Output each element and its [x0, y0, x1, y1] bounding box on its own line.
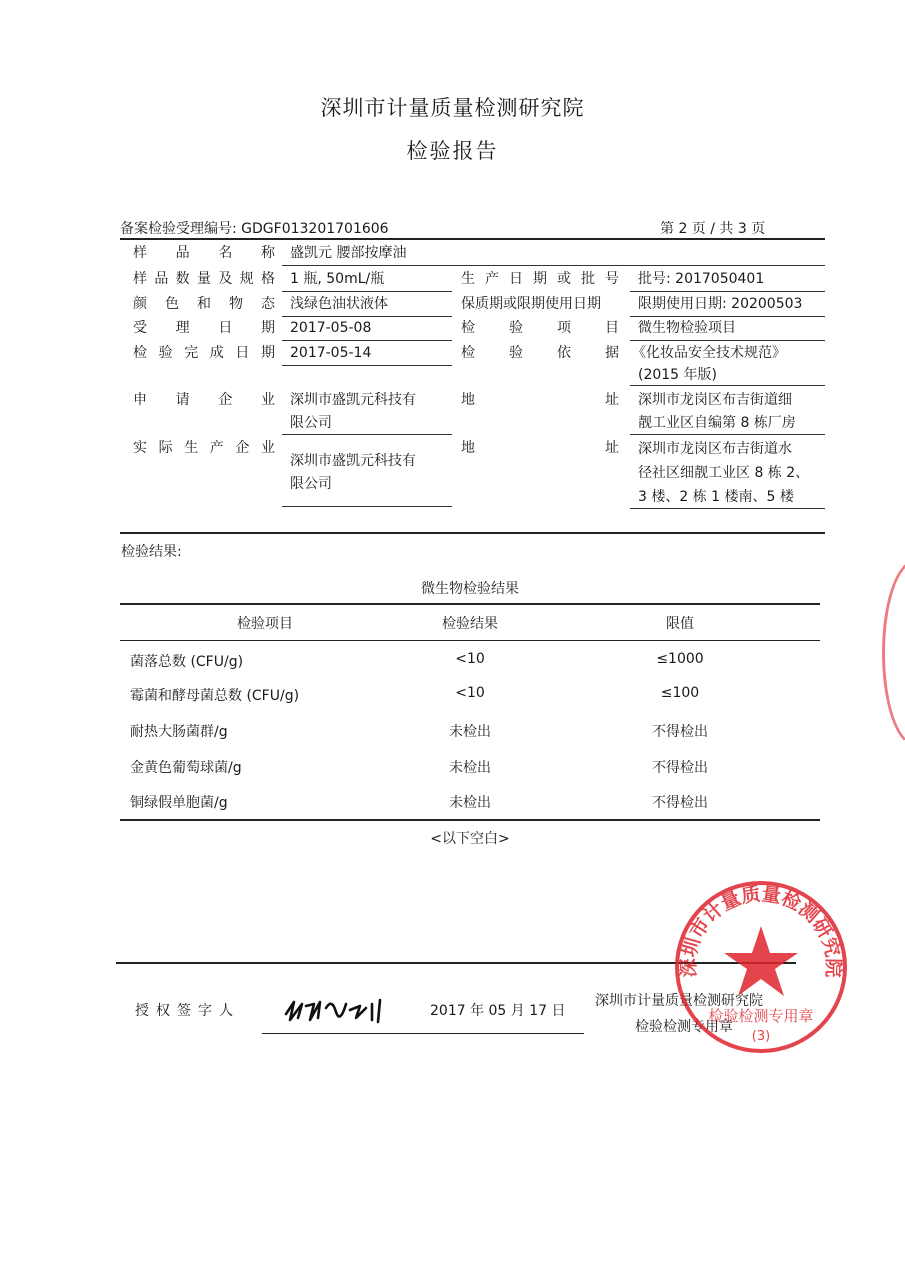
basis-line1: 《化妆品安全技术规范》	[632, 345, 786, 361]
quantity-value: 1 瓶, 50mL/瓶	[290, 271, 385, 287]
divider	[282, 265, 825, 266]
manufacturer-line1: 深圳市盛凯元科技有	[290, 453, 416, 469]
column-header-limit: 限值	[666, 616, 694, 632]
table-row-item: 金黄色葡萄球菌/g	[130, 760, 242, 776]
address-line2: 靓工业区自编第 8 栋厂房	[638, 415, 796, 431]
signature-line	[262, 1033, 584, 1034]
column-header-item: 检验项目	[237, 616, 293, 632]
divider	[630, 434, 825, 435]
table-row-limit: 不得检出	[652, 724, 708, 740]
manufacturer-line2: 限公司	[290, 476, 332, 492]
blank-note: <以下空白>	[430, 831, 510, 847]
table-row-item: 耐热大肠菌群/g	[130, 724, 228, 740]
basis-label: 检 验 依 据	[461, 345, 619, 361]
appearance-value: 浅绿色油状液体	[290, 296, 388, 312]
svg-text:深圳市计量质量检测研究院: 深圳市计量质量检测研究院	[677, 883, 845, 978]
page-info: 第 2 页 / 共 3 页	[660, 221, 766, 237]
sample-name-value: 盛凯元 腰部按摩油	[290, 245, 407, 261]
completed-label: 检 验 完 成 日 期	[133, 345, 275, 361]
manufacturer-label: 实 际 生 产 企 业	[133, 440, 275, 456]
item-value: 微生物检验项目	[638, 320, 736, 336]
received-label: 受 理 日 期	[133, 320, 275, 336]
address-line1: 深圳市龙岗区布吉街道细	[638, 392, 792, 408]
table-top-rule	[120, 603, 820, 605]
institute-title: 深圳市计量质量检测研究院	[320, 96, 585, 120]
table-row-item: 铜绿假单胞菌/g	[130, 795, 228, 811]
address-label: 地 址	[461, 392, 619, 408]
mfr-address-line1: 深圳市龙岗区布吉街道水	[638, 441, 792, 457]
table-row-limit: ≤100	[660, 685, 700, 701]
sign-date: 2017 年 05 月 17 日	[430, 1003, 566, 1019]
partial-seal-edge	[882, 560, 905, 740]
applicant-line2: 限公司	[290, 415, 332, 431]
report-title: 检验报告	[406, 139, 499, 163]
divider	[282, 365, 452, 366]
table-row-result: 未检出	[449, 795, 491, 811]
divider	[630, 385, 825, 386]
appearance-label: 颜 色 和 物 态	[133, 296, 275, 312]
applicant-line1: 深圳市盛凯元科技有	[290, 392, 416, 408]
table-row-limit: 不得检出	[652, 760, 708, 776]
shelf-label: 保质期或限期使用日期	[461, 296, 601, 312]
sample-name-label: 样 品 名 称	[133, 245, 275, 261]
quantity-label: 样 品 数 量 及 规 格	[133, 271, 275, 287]
signatory-label: 授权签字人	[135, 1003, 240, 1019]
table-row-result: 未检出	[449, 724, 491, 740]
applicant-label: 申 请 企 业	[133, 392, 275, 408]
divider	[282, 434, 452, 435]
table-row-result: 未检出	[449, 760, 491, 776]
table-row-item: 霉菌和酵母菌总数 (CFU/g)	[130, 688, 300, 704]
mfr-address-label: 地 址	[461, 440, 619, 456]
org-seal-label: 检验检测专用章	[635, 1019, 733, 1035]
mfr-address-line3: 3 楼、2 栋 1 楼南、5 楼	[638, 489, 794, 505]
received-value: 2017-05-08	[290, 320, 372, 336]
divider	[282, 506, 452, 507]
results-section-label: 检验结果:	[121, 544, 182, 560]
table-row-result: <10	[455, 651, 485, 667]
basis-line2: (2015 年版)	[638, 367, 718, 383]
table-row-limit: 不得检出	[652, 795, 708, 811]
table-row-item: 菌落总数 (CFU/g)	[130, 654, 244, 670]
batch-value: 批号: 2017050401	[638, 271, 765, 287]
svg-text:检验检测专用章: 检验检测专用章	[708, 1007, 814, 1025]
section-rule	[120, 532, 825, 534]
filing-number: 备案检验受理编号: GDGF013201701606	[120, 221, 389, 237]
table-header-rule	[120, 640, 820, 641]
completed-value: 2017-05-14	[290, 345, 372, 361]
svg-text:(3): (3)	[751, 1029, 771, 1044]
handwritten-signature	[280, 990, 400, 1030]
shelf-value: 限期使用日期: 20200503	[638, 296, 803, 312]
table-bottom-rule	[120, 819, 820, 821]
mfr-address-line2: 径社区细靓工业区 8 栋 2、	[638, 465, 810, 481]
results-table-title: 微生物检验结果	[421, 581, 519, 597]
column-header-result: 检验结果	[442, 616, 498, 632]
header-rule	[120, 238, 825, 240]
org-name: 深圳市计量质量检测研究院	[595, 993, 763, 1009]
batch-label: 生 产 日 期 或 批 号	[461, 271, 619, 287]
divider	[630, 508, 825, 509]
item-label: 检 验 项 目	[461, 320, 619, 336]
table-row-limit: ≤1000	[656, 651, 704, 667]
official-seal-stamp	[672, 878, 850, 1056]
table-row-result: <10	[455, 685, 485, 701]
